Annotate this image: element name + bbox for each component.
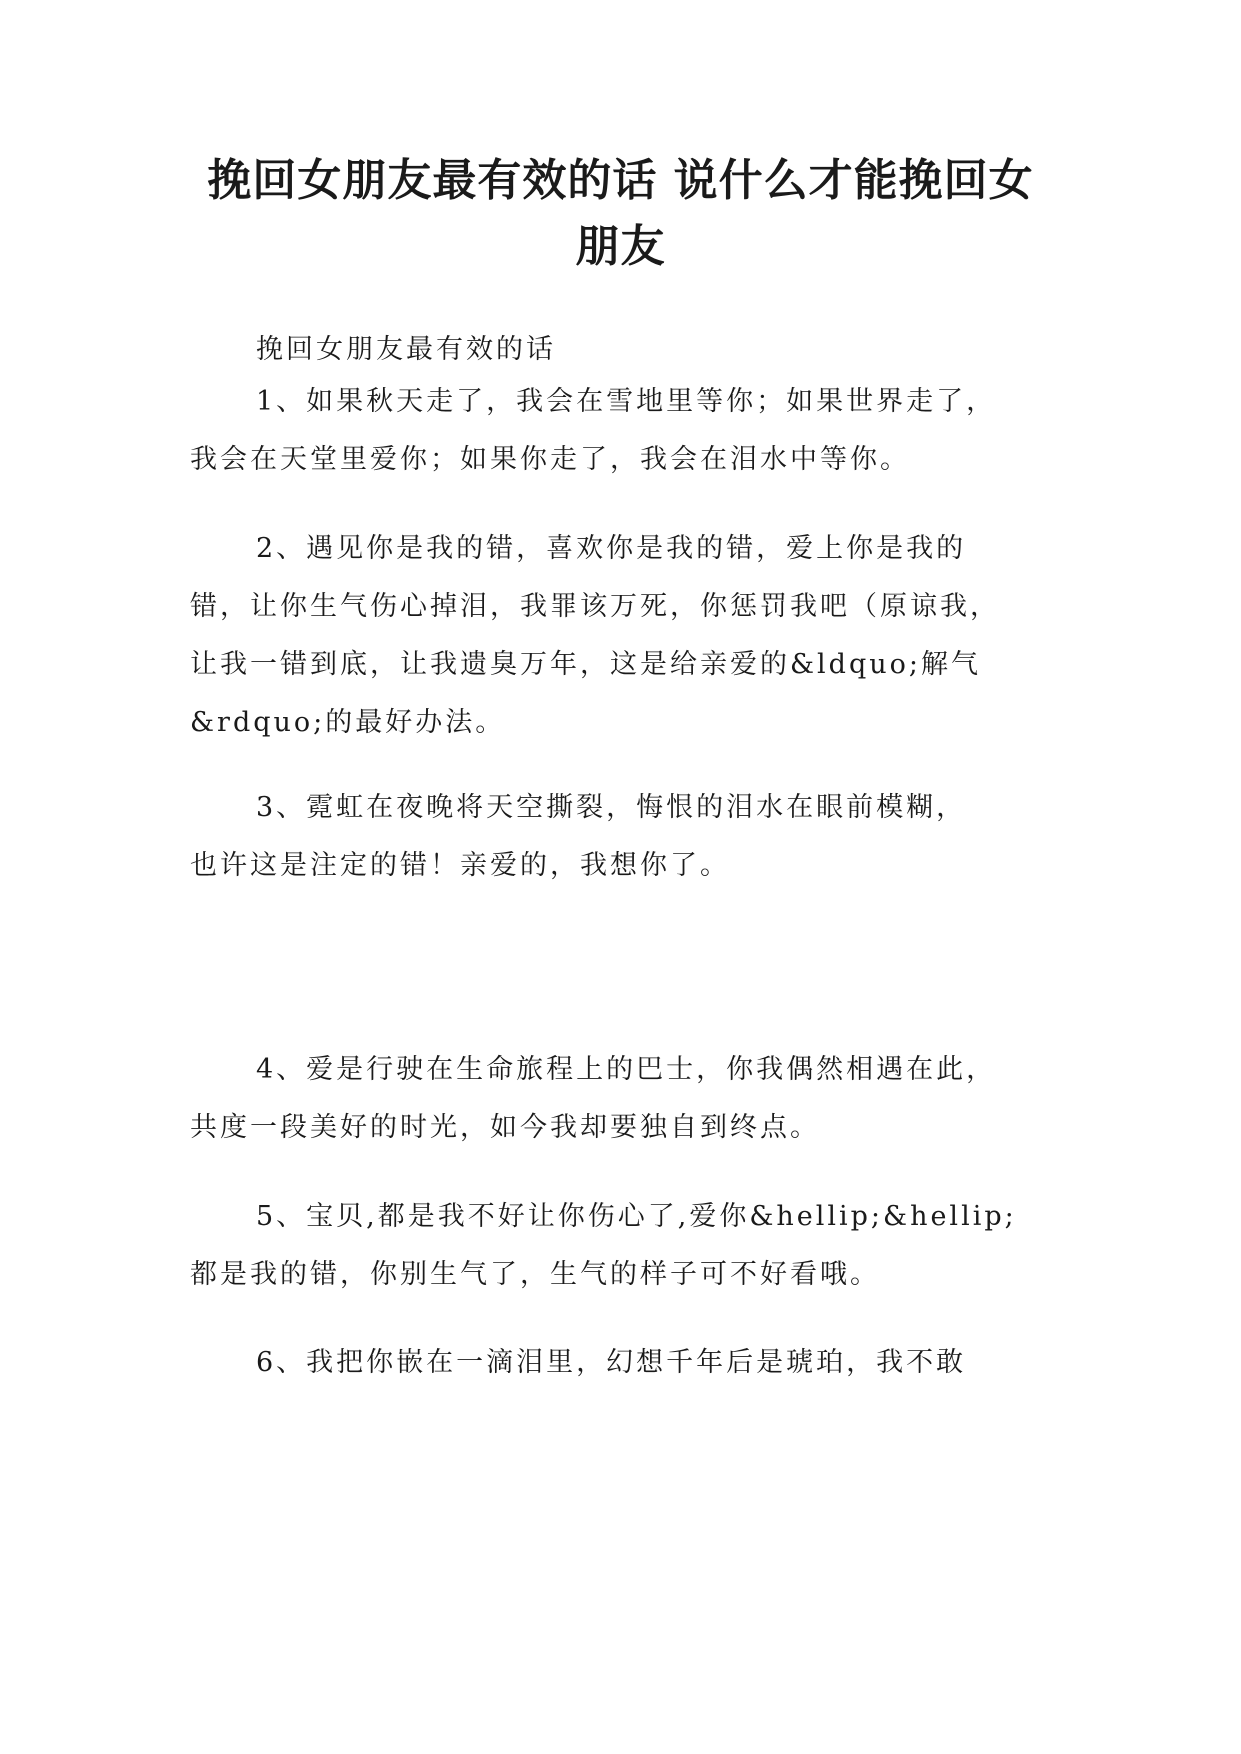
document-title [150,148,1091,280]
paragraph-line: 让我一错到底，让我遗臭万年，这是给亲爱的&ldquo;解气 [190,649,981,680]
paragraph-line: 也许这是注定的错！亲爱的，我想你了。 [190,850,730,881]
paragraph-line: 都是我的错，你别生气了，生气的样子可不好看哦。 [190,1259,880,1290]
paragraph-line: 5、宝贝,都是我不好让你伤心了,爱你&hellip;&hellip; [256,1201,1017,1232]
paragraph-line: 6、我把你嵌在一滴泪里，幻想千年后是琥珀，我不敢 [256,1347,967,1378]
title-line-2: 朋友 [575,221,666,272]
paragraph-line: 共度一段美好的时光，如今我却要独自到终点。 [190,1112,820,1143]
paragraph-3 [190,779,1065,895]
paragraph-1 [190,373,1065,489]
subheading [190,321,1065,379]
paragraph-2 [190,520,1065,752]
paragraph-line: &rdquo;的最好办法。 [190,707,506,738]
paragraph-line: 我会在天堂里爱你；如果你走了，我会在泪水中等你。 [190,444,910,475]
paragraph-line: 2、遇见你是我的错，喜欢你是我的错，爱上你是我的 [256,533,967,564]
title-line-1: 挽回女朋友最有效的话 说什么才能挽回女 [207,155,1034,206]
paragraph-line: 3、霓虹在夜晚将天空撕裂，悔恨的泪水在眼前模糊， [256,792,967,823]
paragraph-6 [190,1334,1065,1392]
paragraph-line: 错，让你生气伤心掉泪，我罪该万死，你惩罚我吧（原谅我， [190,591,1000,622]
paragraph-line: 4、爱是行驶在生命旅程上的巴士，你我偶然相遇在此， [256,1054,997,1085]
paragraph-line: 1、如果秋天走了，我会在雪地里等你；如果世界走了， [256,386,997,417]
paragraph-5 [190,1188,1065,1304]
paragraph-4 [190,1041,1065,1157]
subheading-text: 挽回女朋友最有效的话 [256,334,556,365]
